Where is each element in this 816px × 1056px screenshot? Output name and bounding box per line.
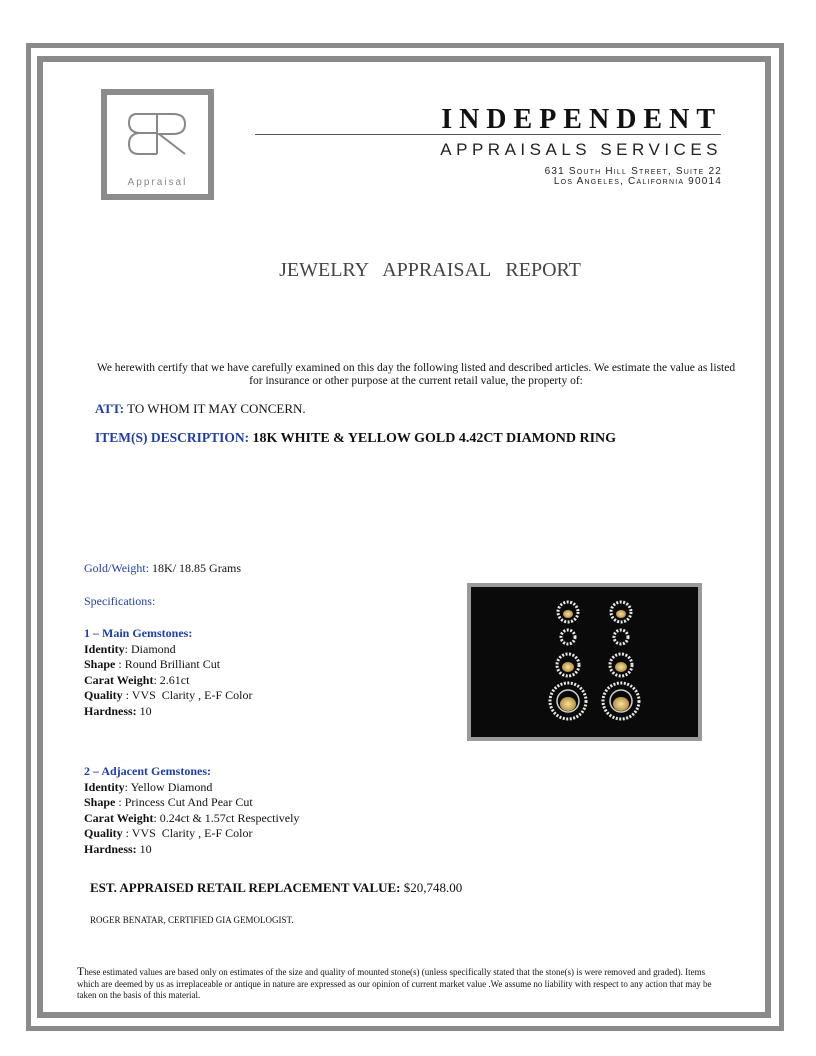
- main-gemstones-section: [84, 626, 252, 719]
- gold-weight-value: 18K/ 18.85 Grams: [152, 561, 242, 575]
- specifications-label: Specifications:: [84, 594, 156, 608]
- certification-statement: We herewith certify that we have carefully examined on this day the following listed and described articles. We estimate the value as listed for insurance or other purpose at the current retail value, the property of:: [96, 362, 736, 387]
- att-value: TO WHOM IT MAY CONCERN.: [127, 401, 306, 416]
- inner-border: [37, 56, 771, 1018]
- gold-weight-line: [84, 561, 241, 577]
- main-identity-row: Identity: Diamond: [84, 641, 176, 656]
- main-shape-row: Shape : Round Brilliant Cut: [84, 657, 221, 671]
- adjacent-gemstones-section: [84, 764, 299, 857]
- earrings-image: [471, 587, 698, 737]
- main-gemstones-heading: 1 – Main Gemstones:: [84, 626, 193, 640]
- adjacent-gemstones-heading: 2 – Adjacent Gemstones:: [84, 764, 211, 778]
- disclaimer-text: These estimated values are based only on estimates of the size and quality of mounted stone(s) (unless specifically stated that the stone(s) is were removed and graded). Items which are deemed by us as irreplaceable or antique in nature are expressed as our opinion of current market value .We assume no liability with respect to any action that may be taken on the basis of this material.: [77, 964, 712, 1000]
- main-quality-row: Quality : VVS Clarity , E-F Color: [84, 688, 253, 702]
- jewelry-photo: [467, 583, 702, 741]
- adj-hardness-row: Hardness: 10: [84, 841, 152, 856]
- att-line: [95, 401, 306, 417]
- adj-identity-row: Identity: Yellow Diamond: [84, 779, 213, 794]
- gemologist-signature-line: ROGER BENATAR, CERTIFIED GIA GEMOLOGIST.: [90, 915, 294, 925]
- adj-quality-row: Quality : VVS Clarity , E-F Color: [84, 826, 253, 840]
- logo-wordmark: Appraisal: [127, 177, 188, 188]
- address-line-2: Los Angeles, California 90014: [553, 176, 722, 187]
- company-name: INDEPENDENT: [441, 104, 722, 135]
- description-value: 18K WHITE & YELLOW GOLD 4.42CT DIAMOND RING: [252, 431, 617, 446]
- company-subtitle: APPRAISALS SERVICES: [440, 140, 722, 159]
- item-description: [95, 430, 616, 447]
- gold-weight-label: Gold/Weight:: [84, 561, 150, 575]
- estimated-value-line: [90, 880, 462, 896]
- adj-shape-row: Shape : Princess Cut And Pear Cut: [84, 795, 253, 809]
- main-hardness-row: Hardness: 10: [84, 703, 152, 718]
- att-label: ATT:: [95, 401, 125, 416]
- br-logo-mark-icon: [127, 111, 189, 157]
- main-carat-row: Carat Weight: 2.61ct: [84, 672, 190, 687]
- report-title: JEWELRY APPRAISAL REPORT: [279, 259, 581, 281]
- adj-carat-row: Carat Weight: 0.24ct & 1.57ct Respectively: [84, 810, 300, 825]
- estimated-value-amount: $20,748.00: [403, 880, 463, 895]
- company-logo: [101, 89, 214, 200]
- description-label: ITEM(S) DESCRIPTION:: [95, 430, 250, 445]
- estimated-value-label: EST. APPRAISED RETAIL REPLACEMENT VALUE:: [90, 880, 401, 895]
- address-line-1: 631 South Hill Street, Suite 22: [544, 166, 722, 177]
